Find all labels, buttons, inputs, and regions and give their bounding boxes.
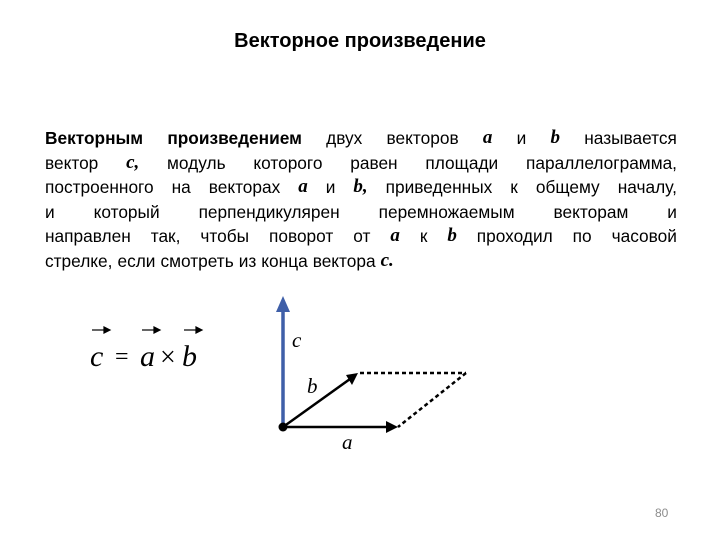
word: к	[510, 177, 518, 197]
slide-title: Векторное произведение	[234, 30, 486, 52]
word: направлен	[45, 226, 131, 246]
word: стрелке,	[45, 250, 113, 271]
vector-b	[283, 373, 358, 427]
vector-symbol: b	[550, 127, 560, 148]
label-c: c	[292, 328, 302, 352]
word: проходил	[476, 226, 553, 246]
formula-c: c	[90, 340, 104, 373]
word: перпендикулярен	[198, 201, 340, 222]
word: общему	[535, 177, 600, 197]
word: и	[516, 128, 527, 148]
word: к	[419, 226, 428, 246]
word: и	[45, 201, 55, 222]
word: часовой	[611, 226, 677, 246]
word: равен	[350, 152, 398, 173]
vector-symbol: b	[447, 225, 457, 246]
label-b: b	[307, 374, 318, 398]
formula-equals: =	[115, 344, 129, 370]
word: площади	[425, 152, 499, 173]
word: началу,	[617, 177, 677, 197]
formula-times: ×	[160, 342, 176, 373]
word: векторов	[386, 128, 459, 148]
label-a: a	[342, 430, 353, 454]
word: вектор	[45, 152, 99, 173]
word: двух	[326, 128, 363, 148]
vector-c	[276, 296, 290, 427]
word: произведением	[167, 128, 302, 148]
word: приведенных	[385, 177, 493, 197]
vector-symbol: b,	[353, 176, 368, 197]
vector-symbol: a	[298, 176, 308, 197]
word: по	[572, 226, 592, 246]
vector-symbol: a	[390, 225, 400, 246]
page-number: 80	[655, 506, 669, 520]
word: Векторным	[45, 128, 144, 148]
word: на	[171, 177, 191, 197]
vector-symbol: a	[482, 127, 493, 148]
word: которого	[253, 152, 323, 173]
word: из	[238, 250, 257, 271]
word: построенного	[45, 177, 154, 197]
parallelogram-right-edge	[398, 373, 466, 427]
word: векторам	[553, 201, 629, 222]
word: поворот	[268, 226, 334, 246]
vector-symbol: c.	[380, 249, 394, 271]
word: векторах	[208, 177, 281, 197]
word: параллелограмма,	[526, 152, 677, 173]
word: смотреть	[160, 250, 234, 271]
word: от	[353, 226, 371, 246]
word: если	[117, 250, 156, 271]
word: перемножаемым	[378, 201, 515, 222]
word: так,	[150, 226, 181, 246]
word: и	[325, 177, 336, 197]
formula-b: b	[182, 340, 197, 373]
word: чтобы	[200, 226, 250, 246]
vector-a	[283, 421, 398, 433]
origin-point	[279, 423, 288, 432]
word: и	[667, 201, 677, 222]
word: который	[93, 201, 160, 222]
word: вектора	[312, 250, 376, 271]
word: называется	[584, 128, 677, 148]
word: конца	[261, 250, 308, 271]
word: модуль	[167, 152, 226, 173]
vector-symbol: c,	[126, 151, 140, 173]
formula-a: a	[140, 340, 155, 373]
